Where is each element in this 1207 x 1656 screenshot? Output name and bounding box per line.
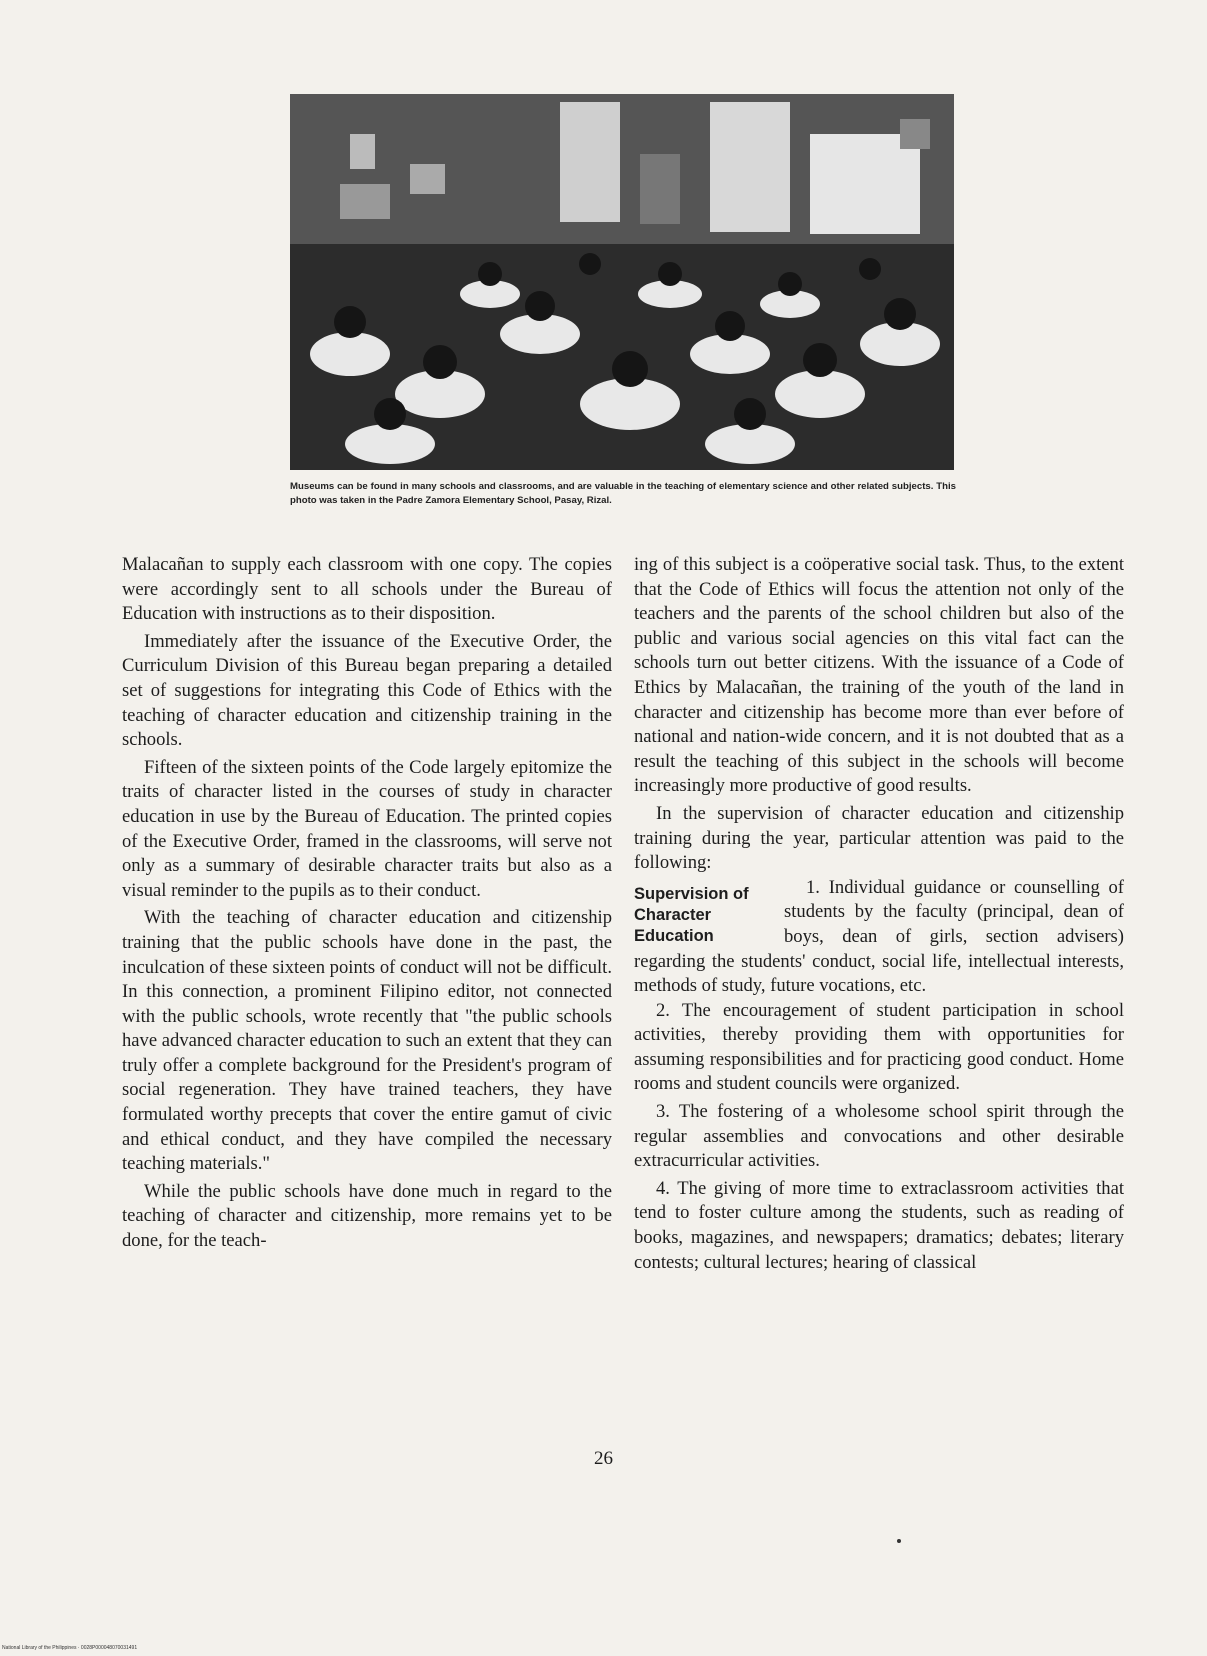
page-number: 26 xyxy=(594,1448,613,1469)
paragraph: Malacañan to supply each classroom with one copy. The copies were accordingly sent to all schools under the Bureau of Education with instructions as to their disposition. xyxy=(122,554,612,625)
right-column xyxy=(634,553,1124,1275)
ink-speck xyxy=(897,1539,901,1543)
list-item: 1. Individual guidance or counselling of students by the faculty (principal, dean of boys, dean of girls, section advisers) regarding the students' conduct, social life, intellectual interests, methods of study, future vocations, etc. xyxy=(634,876,1124,997)
left-column xyxy=(122,553,612,1254)
list-item: 3. The fostering of a wholesome school spirit through the regular assemblies and convocations and other desirable extracurricular activities. xyxy=(634,1101,1124,1172)
paragraph: Immediately after the issuance of the Executive Order, the Curriculum Division of this Bureau began preparing a detailed set of suggestions for integrating this Code of Ethics with the teaching of character education and citizenship training in the schools. xyxy=(122,630,612,751)
paragraph: In the supervision of character education and citizenship training during the year, particular attention was paid to the following: xyxy=(634,802,1124,874)
photo-caption: Museums can be found in many schools and classrooms, and are valuable in the teaching of elementary science and other related subjects. This photo was taken in the Padre Zamora Elementary School, Pasay, Rizal. xyxy=(290,481,956,506)
sidehead-block xyxy=(634,876,1124,999)
paragraph: While the public schools have done much in regard to the teaching of character and citizenship, more remains yet to be done, for the teach- xyxy=(122,1180,612,1252)
classroom-photo xyxy=(290,94,954,470)
paragraph: With the teaching of character education and citizenship training that the public schools have done in the past, the inculcation of these sixteen points of conduct will not be difficult. In this connection, a prominent Filipino editor, not connected with the public schools, wrote recently that "the public schools have advanced character education to such an extent that they can truly offer a complete background for the President's program of social regeneration. They have trained teachers, they have formulated worthy precepts that cover the entire gamut of civic and ethical conduct, and they have compiled the necessary teaching materials." xyxy=(122,907,612,1175)
side-heading: Supervision of Character Education xyxy=(634,884,749,945)
photo-illustration xyxy=(290,94,954,470)
list-item: 4. The giving of more time to extraclassroom activities that tend to foster culture among the students, such as reading of books, magazines, and newspapers; dramatics; debates; literary contests; cultural lectures; hearing of classical xyxy=(634,1177,1124,1273)
paragraph: ing of this subject is a coöperative social task. Thus, to the extent that the Code of Ethics will focus the attention not only of the teachers and the parents of the school children but also of the public and various social agencies on this vital fact can the schools turn out better citizens. With the issuance of a Code of Ethics by Malacañan, the training of the youth of the land in character and citizenship has become more than ever before of national and nation-wide concern, and it is not doubted that as a result the teaching of this subject in the schools will become increasingly more productive of good results. xyxy=(634,554,1124,797)
list-item: 2. The encouragement of student participation in school activities, thereby providing them with opportunities for assuming responsibilities and for practicing good conduct. Home rooms and student councils were organized. xyxy=(634,999,1124,1095)
paragraph: Fifteen of the sixteen points of the Code largely epitomize the traits of character listed in the courses of study in character education in use by the Bureau of Education. The printed copies of the Executive Order, framed in the classrooms, will serve not only as a summary of desirable character traits but also as a visual reminder to the pupils as to their conduct. xyxy=(122,756,612,901)
footer-watermark: National Library of the Philippines · 0028P000048070031491 xyxy=(2,1645,138,1651)
